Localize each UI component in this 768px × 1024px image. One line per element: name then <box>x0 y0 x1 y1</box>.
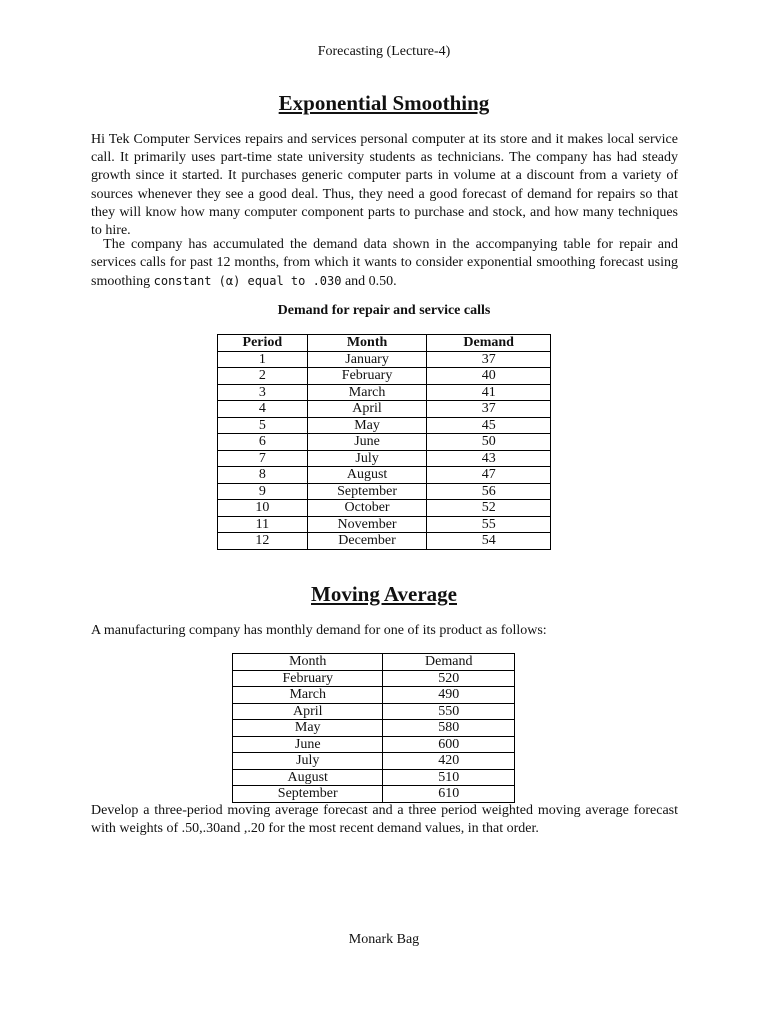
table-cell: 600 <box>383 736 515 753</box>
page-header: Forecasting (Lecture-4) <box>317 44 451 59</box>
table-cell: August <box>233 769 383 786</box>
table-row <box>218 368 551 385</box>
table-row <box>218 401 551 418</box>
table-cell: 580 <box>383 720 515 737</box>
table-row <box>233 736 515 753</box>
section-title-exponential-smoothing: Exponential Smoothing <box>278 91 490 115</box>
table-cell: 4 <box>218 401 308 418</box>
table-cell: 610 <box>383 786 515 803</box>
table-cell: 420 <box>383 753 515 770</box>
table-cell: 1 <box>218 351 308 368</box>
table-cell: August <box>307 467 427 484</box>
table-row <box>218 483 551 500</box>
table-cell: 47 <box>427 467 551 484</box>
table-cell: 56 <box>427 483 551 500</box>
table-cell: July <box>233 753 383 770</box>
table-cell: 5 <box>218 417 308 434</box>
table-cell: September <box>307 483 427 500</box>
smoothing-constant-text: constant (α) equal to .030 <box>153 274 342 289</box>
paragraph-text-end: and 0.50. <box>344 274 397 290</box>
table-row <box>233 786 515 803</box>
table-cell: May <box>307 417 427 434</box>
table-cell: June <box>307 434 427 451</box>
table-cell: 55 <box>427 516 551 533</box>
table-cell: 10 <box>218 500 308 517</box>
table-row <box>218 417 551 434</box>
column-header-month: Month <box>307 335 427 352</box>
table-cell: March <box>307 384 427 401</box>
column-header-period: Period <box>218 335 308 352</box>
table-cell: 43 <box>427 450 551 467</box>
table-row <box>233 720 515 737</box>
table-cell: 7 <box>218 450 308 467</box>
table-cell: April <box>307 401 427 418</box>
table-cell: November <box>307 516 427 533</box>
table-cell: 40 <box>427 368 551 385</box>
table-cell: February <box>307 368 427 385</box>
table-cell: 8 <box>218 467 308 484</box>
table-cell: June <box>233 736 383 753</box>
table-cell: July <box>307 450 427 467</box>
column-header-demand: Demand <box>427 335 551 352</box>
table-body <box>233 670 515 802</box>
paragraph-question: Develop a three-period moving average forecast and a three period weighted moving average forecast with weights of .50,.30and ,.20 for the most recent demand values, in that order. <box>91 803 678 837</box>
page-footer: Monark Bag <box>348 932 420 947</box>
column-header-month: Month <box>233 654 383 671</box>
table-row <box>218 450 551 467</box>
table-cell: 520 <box>383 670 515 687</box>
table-cell: 490 <box>383 687 515 704</box>
table-cell: April <box>233 703 383 720</box>
table-cell: 54 <box>427 533 551 550</box>
table-cell: 50 <box>427 434 551 451</box>
table-row <box>218 351 551 368</box>
table-cell: October <box>307 500 427 517</box>
table-row <box>218 434 551 451</box>
table-cell: September <box>233 786 383 803</box>
table-cell: 550 <box>383 703 515 720</box>
table-row <box>218 384 551 401</box>
table-cell: 37 <box>427 401 551 418</box>
table-cell: May <box>233 720 383 737</box>
table-cell: 11 <box>218 516 308 533</box>
paragraph-intro: Hi Tek Computer Services repairs and services personal computer at its store and it makes local service call. It primarily uses part-time state university students as technicians. The company has had steady growth since it started. It purchases generic computer parts in volume at a discount from a variety of sources whenever they see a good deal. Thus, they need a good forecast of demand for repairs so that they will know how many computer component parts to purchase and stock, and how many techniques to hire. <box>91 132 678 239</box>
table-header-row <box>233 654 515 671</box>
paragraph-moving-average-intro: A manufacturing company has monthly demand for one of its product as follows: <box>91 623 547 638</box>
table-row <box>233 670 515 687</box>
table-cell: 12 <box>218 533 308 550</box>
table-row <box>233 769 515 786</box>
table-cell: 45 <box>427 417 551 434</box>
demand-table-monthly <box>232 653 515 803</box>
table-row <box>233 687 515 704</box>
paragraph-text-start: The company has accumulated the demand data shown in the accompanying table for repair and services calls for past 12 months, from which it wants to consider exponential smoothing forecast using smoothing <box>91 237 679 290</box>
column-header-demand: Demand <box>383 654 515 671</box>
table-cell: December <box>307 533 427 550</box>
section-title-moving-average: Moving Average <box>311 582 457 606</box>
table-row <box>218 467 551 484</box>
table-row <box>218 533 551 550</box>
table-caption: Demand for repair and service calls <box>277 303 491 318</box>
table-row <box>218 500 551 517</box>
table-cell: January <box>307 351 427 368</box>
table-cell: February <box>233 670 383 687</box>
paragraph-data-description <box>91 236 678 292</box>
table-cell: 3 <box>218 384 308 401</box>
table-cell: 510 <box>383 769 515 786</box>
table-cell: 6 <box>218 434 308 451</box>
demand-table-repair-calls <box>217 334 551 550</box>
table-row <box>233 703 515 720</box>
table-header-row <box>218 335 551 352</box>
table-cell: 2 <box>218 368 308 385</box>
table-row <box>233 753 515 770</box>
table-cell: 41 <box>427 384 551 401</box>
table-cell: March <box>233 687 383 704</box>
table-cell: 9 <box>218 483 308 500</box>
table-row <box>218 516 551 533</box>
table-cell: 37 <box>427 351 551 368</box>
table-body <box>218 351 551 549</box>
table-cell: 52 <box>427 500 551 517</box>
